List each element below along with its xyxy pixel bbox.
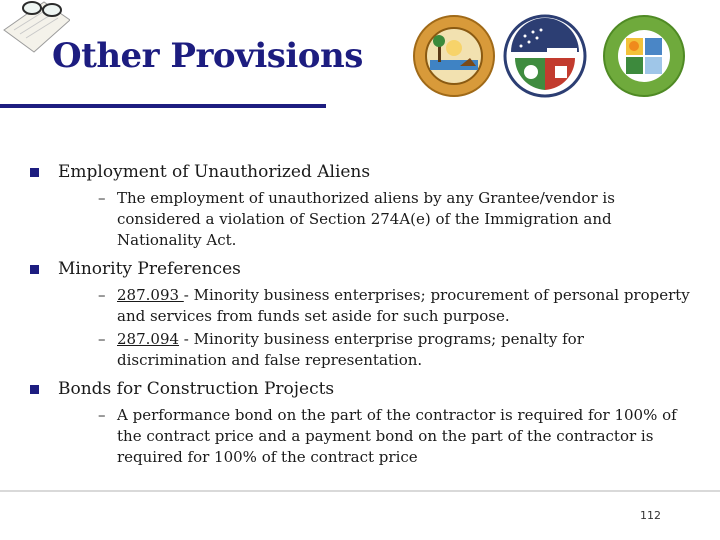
sub-item-body: - Minority business enterprises; procurement of personal property and services from funds set aside for such purpose. xyxy=(117,286,690,325)
sub-item xyxy=(58,188,690,251)
sub-item-body: A performance bond on the part of the contractor is required for 100% of the contract price and a payment bond on the part of the contractor is required for 100% of the contract price xyxy=(117,406,677,466)
bullet-list xyxy=(30,160,690,470)
sub-item-body: - Minority business enterprise programs; penalty for discrimination and false representation. xyxy=(117,330,584,369)
state-seal-icon xyxy=(412,14,496,98)
sub-item-body: The employment of unauthorized aliens by any Grantee/vendor is considered a violation of Section 274A(e) of the Immigration and Nationality Act. xyxy=(117,189,615,249)
title-underline xyxy=(0,104,326,108)
statute-link[interactable]: 287.093 xyxy=(117,286,184,304)
florida-energy-climate-commission-icon xyxy=(602,14,686,98)
list-item xyxy=(30,257,690,371)
recovery-gov-icon xyxy=(503,14,587,98)
sub-list xyxy=(58,405,690,468)
bullet-heading: Minority Preferences xyxy=(58,259,241,279)
slide-title: Other Provisions xyxy=(52,36,363,76)
page-number: 112 xyxy=(640,509,661,522)
dash-icon: – xyxy=(98,330,106,348)
statute-link[interactable]: 287.094 xyxy=(117,330,180,348)
sub-item-text xyxy=(117,285,690,327)
bullet-square-icon xyxy=(30,385,39,394)
sub-item xyxy=(58,285,690,327)
sub-list xyxy=(58,285,690,371)
dash-icon: – xyxy=(98,189,106,207)
bullet-square-icon xyxy=(30,265,39,274)
dash-icon: – xyxy=(98,406,106,424)
list-item xyxy=(30,377,690,468)
footer-divider xyxy=(0,490,720,492)
sub-item xyxy=(58,405,690,468)
sub-list xyxy=(58,188,690,251)
dash-icon: – xyxy=(98,286,106,304)
sub-item-text xyxy=(117,329,690,371)
sub-item xyxy=(58,329,690,371)
sub-item-text xyxy=(117,405,690,468)
list-item xyxy=(30,160,690,251)
sub-item-text xyxy=(117,188,690,251)
bullet-heading: Employment of Unauthorized Aliens xyxy=(58,162,371,182)
bullet-square-icon xyxy=(30,168,39,177)
bullet-heading: Bonds for Construction Projects xyxy=(58,379,335,399)
